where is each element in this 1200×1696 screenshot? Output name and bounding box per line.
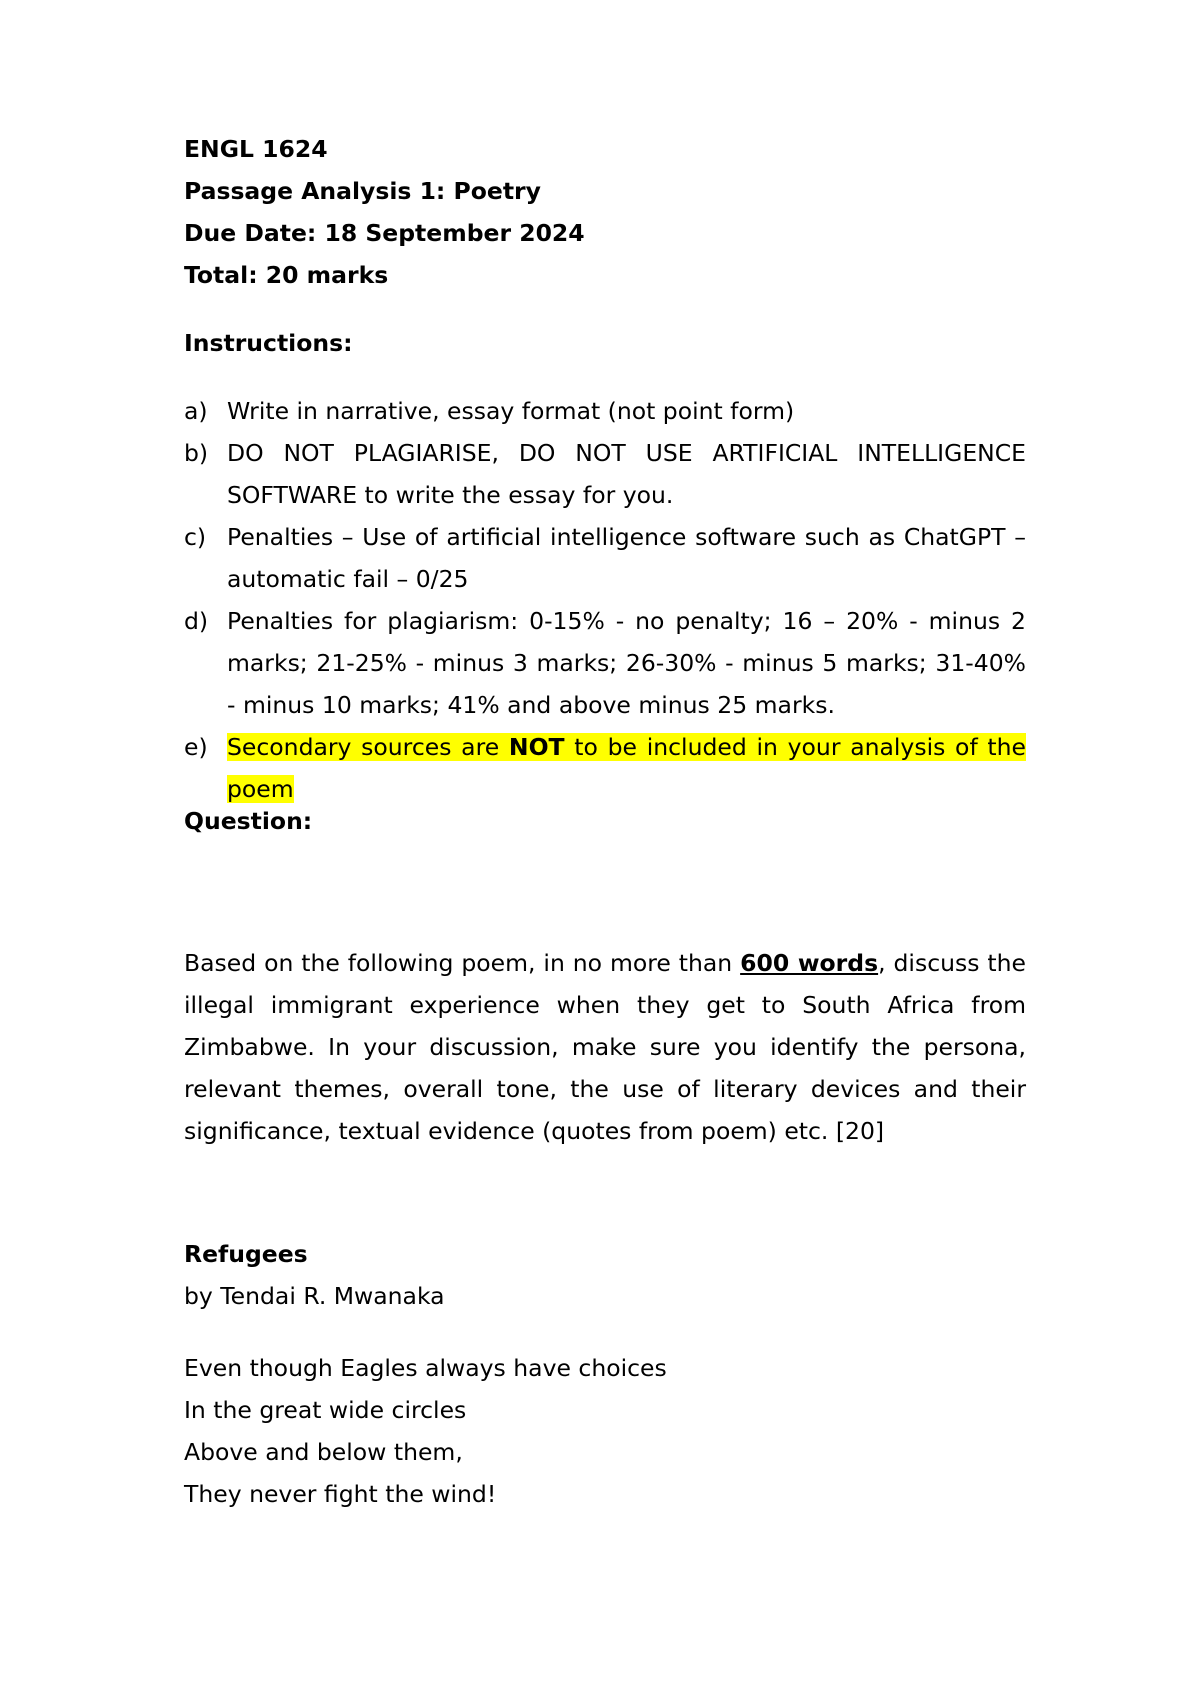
word-limit: 600 words [740, 949, 879, 977]
instruction-item [184, 390, 1026, 432]
instruction-marker: d) [184, 607, 209, 635]
instruction-text [227, 726, 1026, 810]
instruction-item [184, 432, 1026, 516]
poem-line: Above and below them, [184, 1438, 463, 1466]
poem-author: by Tendai R. Mwanaka [184, 1282, 445, 1310]
instruction-marker: a) [184, 397, 208, 425]
instruction-text: Penalties – Use of artificial intelligence software such as ChatGPT – automatic fail – 0/25 [227, 523, 1026, 593]
instruction-text: Penalties for plagiarism: 0-15% - no penalty; 16 – 20% - minus 2 marks; 21-25% - minus 3 marks; 26-30% - minus 5 marks; 31-40% - minus 10 marks; 41% and above minus 25 marks. [227, 607, 1026, 719]
instruction-marker: e) [184, 733, 208, 761]
instruction-item-highlighted [184, 726, 1026, 810]
poem-body [184, 1347, 667, 1515]
course-code: ENGL 1624 [184, 135, 328, 163]
instructions-heading: Instructions: [184, 329, 353, 357]
highlight-text: to be included in your analysis of the poem [227, 733, 1026, 803]
poem-line: They never fight the wind! [184, 1480, 497, 1508]
instruction-item [184, 600, 1026, 726]
poem-line: In the great wide circles [184, 1396, 467, 1424]
poem-line: Even though Eagles always have choices [184, 1354, 667, 1382]
total-marks: Total: 20 marks [184, 261, 389, 289]
question-paragraph [184, 942, 1026, 1152]
question-text: Based on the following poem, in no more than [184, 949, 741, 977]
poem-title: Refugees [184, 1240, 308, 1268]
question-heading: Question: [184, 807, 313, 835]
highlight-bold-text: NOT [508, 733, 565, 761]
instruction-marker: b) [184, 439, 209, 467]
assignment-title: Passage Analysis 1: Poetry [184, 177, 541, 205]
instruction-text: DO NOT PLAGIARISE, DO NOT USE ARTIFICIAL INTELLIGENCE SOFTWARE to write the essay for you. [227, 439, 1026, 509]
instructions-list [184, 390, 1026, 810]
instruction-item [184, 516, 1026, 600]
instruction-text: Write in narrative, essay format (not point form) [227, 397, 795, 425]
highlight-text: Secondary sources are [227, 733, 509, 761]
question-text: , discuss the illegal immigrant experience when they get to South Africa from Zimbabwe. In your discussion, make sure you identify the persona, relevant themes, overall tone, the use of literary devices and their significance, textual evidence (quotes from poem) etc. [20] [184, 949, 1026, 1145]
instruction-marker: c) [184, 523, 207, 551]
due-date: Due Date: 18 September 2024 [184, 219, 585, 247]
